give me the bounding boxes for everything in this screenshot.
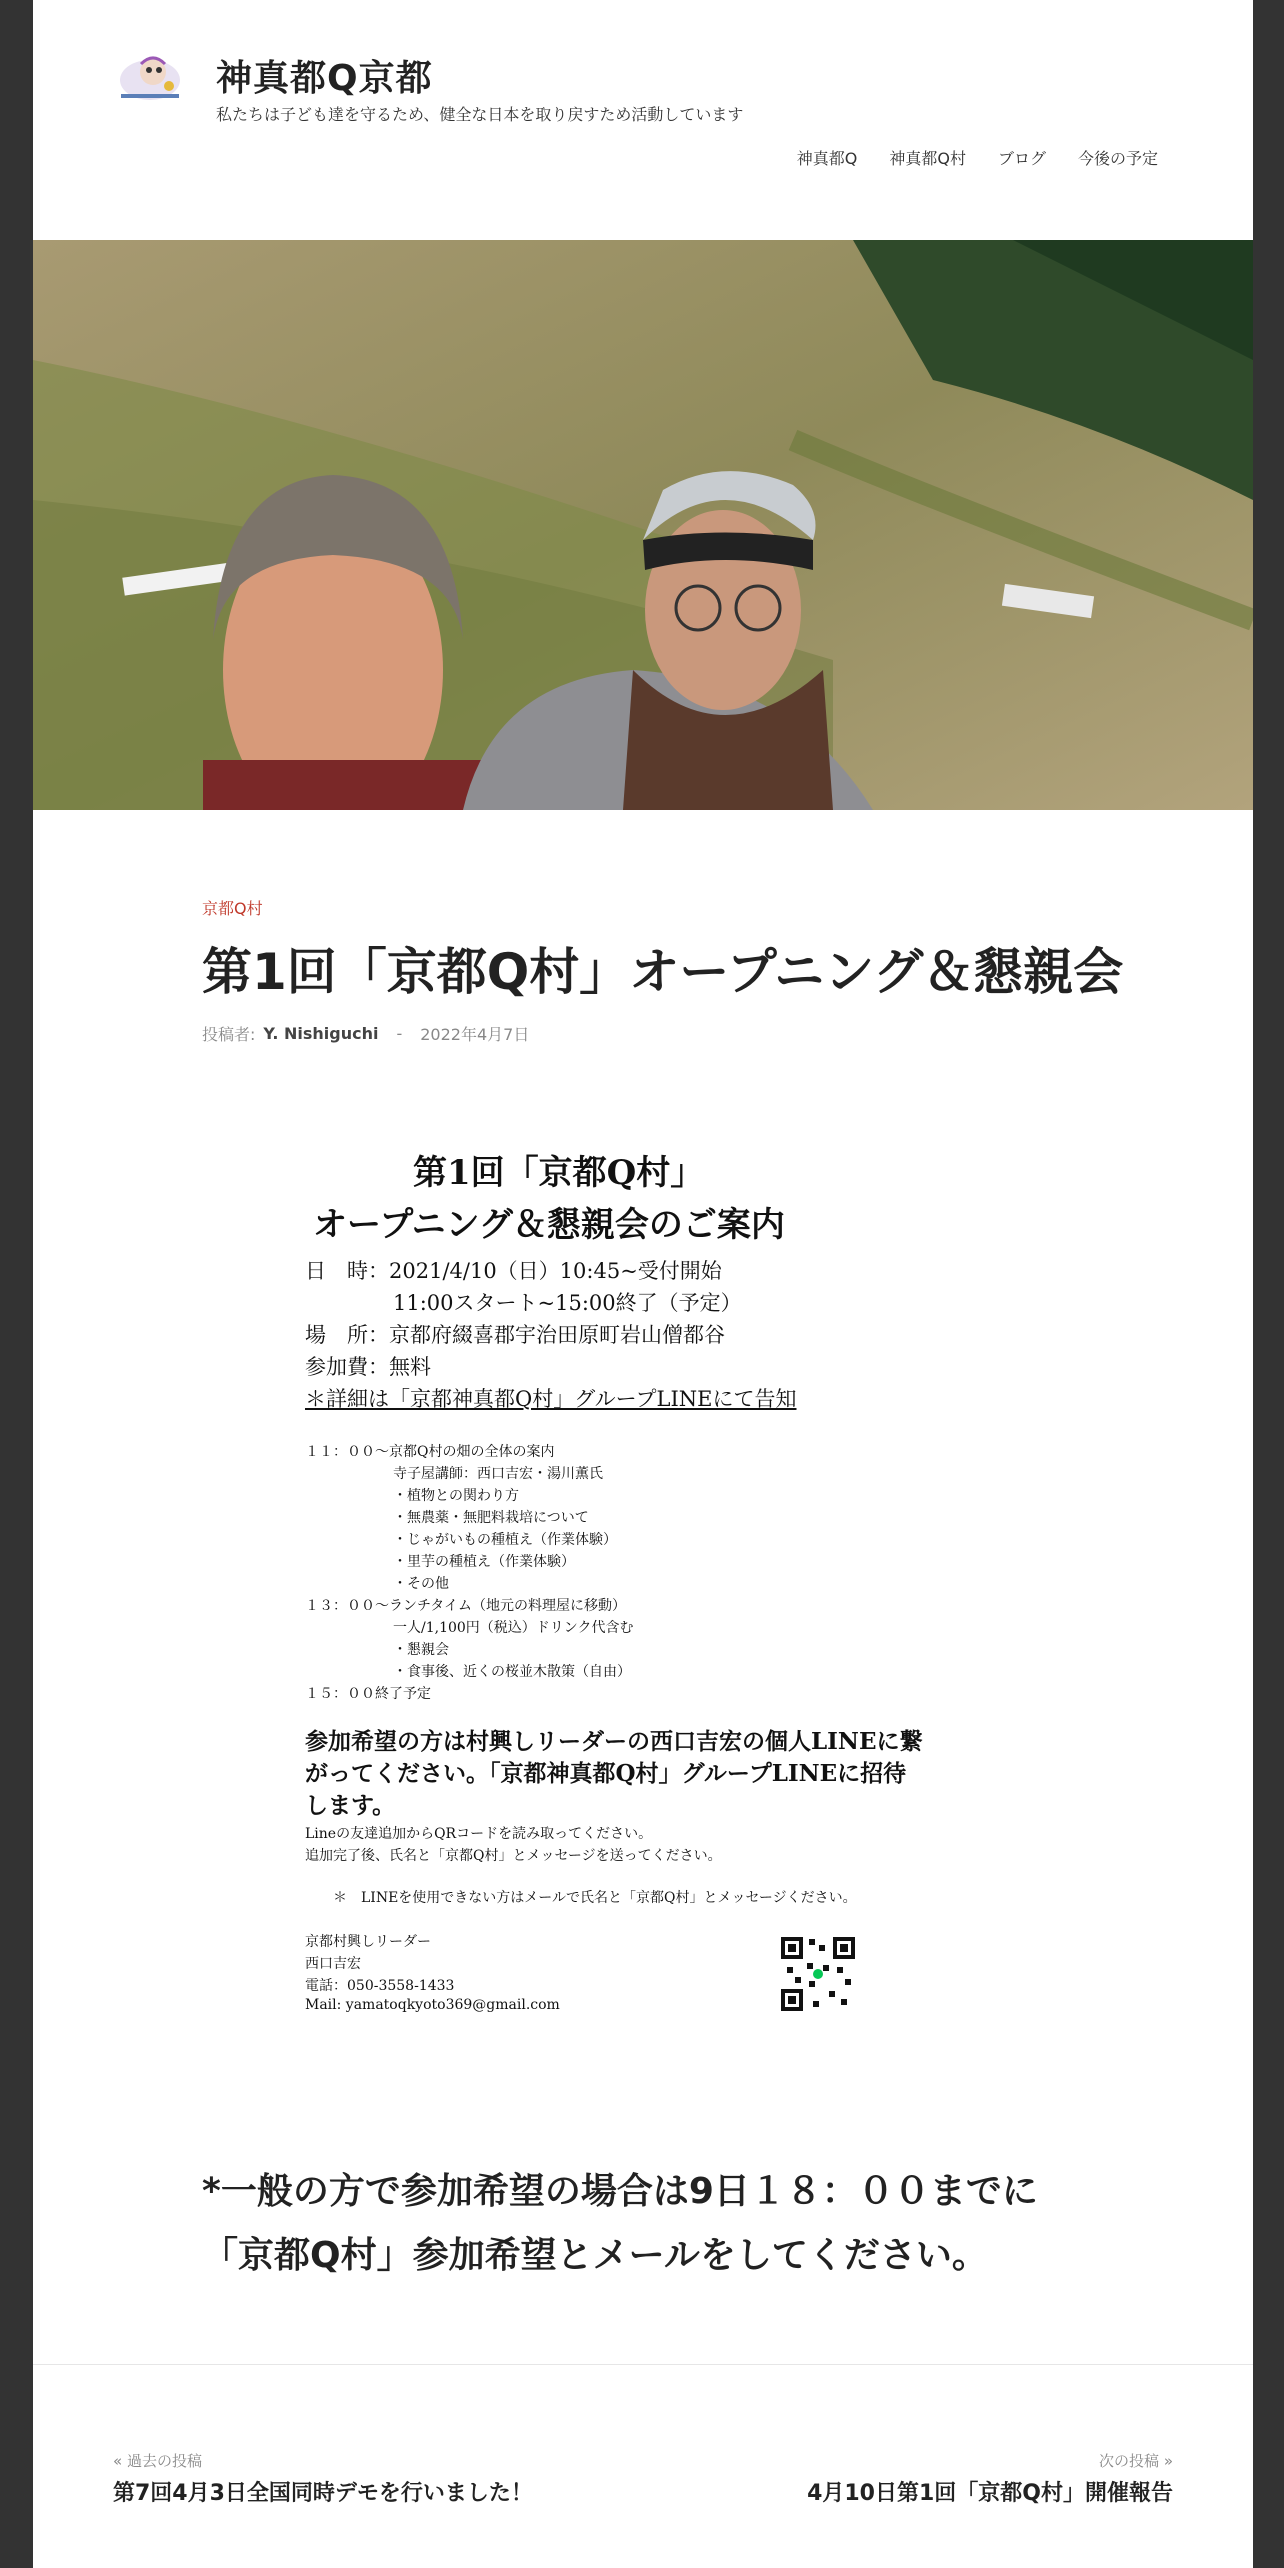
hero-photo [33, 240, 1253, 810]
site-title[interactable]: 神真都Q京都 [216, 58, 433, 99]
flyer-contact-line: Mail: yamatoqkyoto369@gmail.com [305, 1997, 560, 2013]
flyer-schedule-item: 寺子屋講師：西口吉宏・湯川薫氏 [393, 1466, 603, 1482]
main-nav [797, 146, 1158, 169]
flyer-join-line2: がってください。「京都神真都Q村」グループLINEに招待 [305, 1760, 907, 1787]
nav-item-blog[interactable]: ブログ [997, 149, 1046, 168]
next-post-link[interactable]: 4月10日第1回「京都Q村」開催報告 [807, 2481, 1173, 2506]
flyer-note: ＊ LINEを使用できない方はメールで氏名と「京都Q村」とメッセージください。 [333, 1890, 857, 1906]
line-qr-code-icon [779, 1935, 857, 2013]
flyer-contact-line: 電話：050-3558-1433 [305, 1978, 455, 1994]
flyer-schedule-item: １１：００～京都Q村の畑の全体の案内 [305, 1444, 555, 1460]
flyer-place: 場 所：京都府綴喜郡宇治田原町岩山僧都谷 [305, 1323, 725, 1347]
flyer-schedule-item: ・里芋の種植え（作業体験） [393, 1554, 575, 1570]
flyer-title-line2: オープニング＆懇親会のご案内 [313, 1205, 785, 1245]
post-title: 第1回「京都Q村」オープニング＆懇親会 [202, 943, 1124, 1001]
flyer-schedule-item: １５：００終了予定 [305, 1686, 431, 1702]
prev-post-link[interactable]: 第7回4月3日全国同時デモを行いました！ [113, 2481, 533, 2506]
flyer-schedule-item: ・植物との関わり方 [393, 1488, 519, 1504]
flyer-join-line3: します。 [305, 1792, 396, 1819]
event-flyer-image [273, 1135, 923, 2035]
meta-separator: - [396, 1024, 403, 1043]
nav-item-shinmato-q-village[interactable]: 神真都Q村 [889, 149, 966, 168]
nav-item-schedule[interactable]: 今後の予定 [1077, 149, 1158, 168]
next-post-label: 次の投稿 » [1099, 2452, 1173, 2470]
flyer-details: ＊詳細は「京都神真都Q村」グループLINEにて告知 [305, 1387, 797, 1411]
flyer-datetime-2: 11:00スタート~15:00終了（予定） [393, 1291, 742, 1315]
nav-item-shinmato-q[interactable]: 神真都Q [796, 149, 858, 168]
participation-notice [202, 2160, 1142, 2288]
post-date[interactable]: 2022年4月7日 [420, 1025, 530, 1044]
flyer-schedule-item: ・無農薬・無肥料栽培について [393, 1510, 589, 1526]
flyer-contact-line: 西口吉宏 [305, 1956, 361, 1972]
notice-line2: 「京都Q村」参加希望とメールをしてください。 [202, 2235, 988, 2276]
flyer-fee: 参加費：無料 [305, 1355, 431, 1379]
post-meta [202, 1022, 529, 1045]
page-container [33, 0, 1253, 2568]
author-prefix: 投稿者: [202, 1025, 256, 1044]
site-logo[interactable] [113, 46, 187, 106]
flyer-schedule-item: ・じゃがいもの種植え（作業体験） [393, 1532, 617, 1548]
flyer-datetime-1: 日 時：2021/4/10（日）10:45~受付開始 [305, 1259, 722, 1283]
post-category-link[interactable]: 京都Q村 [202, 899, 263, 918]
flyer-contact-line: 京都村興しリーダー [305, 1934, 431, 1950]
notice-line1: *一般の方で参加希望の場合は9日１８：００までに [202, 2171, 1038, 2212]
divider [33, 2364, 1253, 2365]
site-description: 私たちは子ども達を守るため、健全な日本を取り戻すため活動しています [216, 105, 744, 124]
flyer-schedule-item: ・食事後、近くの桜並木散策（自由） [393, 1664, 631, 1680]
author-link[interactable]: Y. Nishiguchi [263, 1024, 379, 1043]
flyer-schedule-item: １３：００～ランチタイム（地元の料理屋に移動） [305, 1598, 627, 1614]
flyer-line-instruction-2: 追加完了後、氏名と「京都Q村」とメッセージを送ってください。 [305, 1848, 722, 1864]
flyer-line-instruction-1: Lineの友達追加からQRコードを読み取ってください。 [305, 1826, 653, 1842]
flyer-title-line1: 第1回「京都Q村」 [413, 1153, 705, 1193]
prev-post-label: « 過去の投稿 [113, 2452, 202, 2470]
flyer-schedule-item: ・懇親会 [393, 1642, 449, 1658]
flyer-join-line1: 参加希望の方は村興しリーダーの西口吉宏の個人LINEに繋 [305, 1728, 923, 1755]
flyer-schedule-item: ・その他 [393, 1576, 449, 1592]
flyer-schedule-item: 一人/1,100円（税込）ドリンク代含む [393, 1620, 634, 1636]
